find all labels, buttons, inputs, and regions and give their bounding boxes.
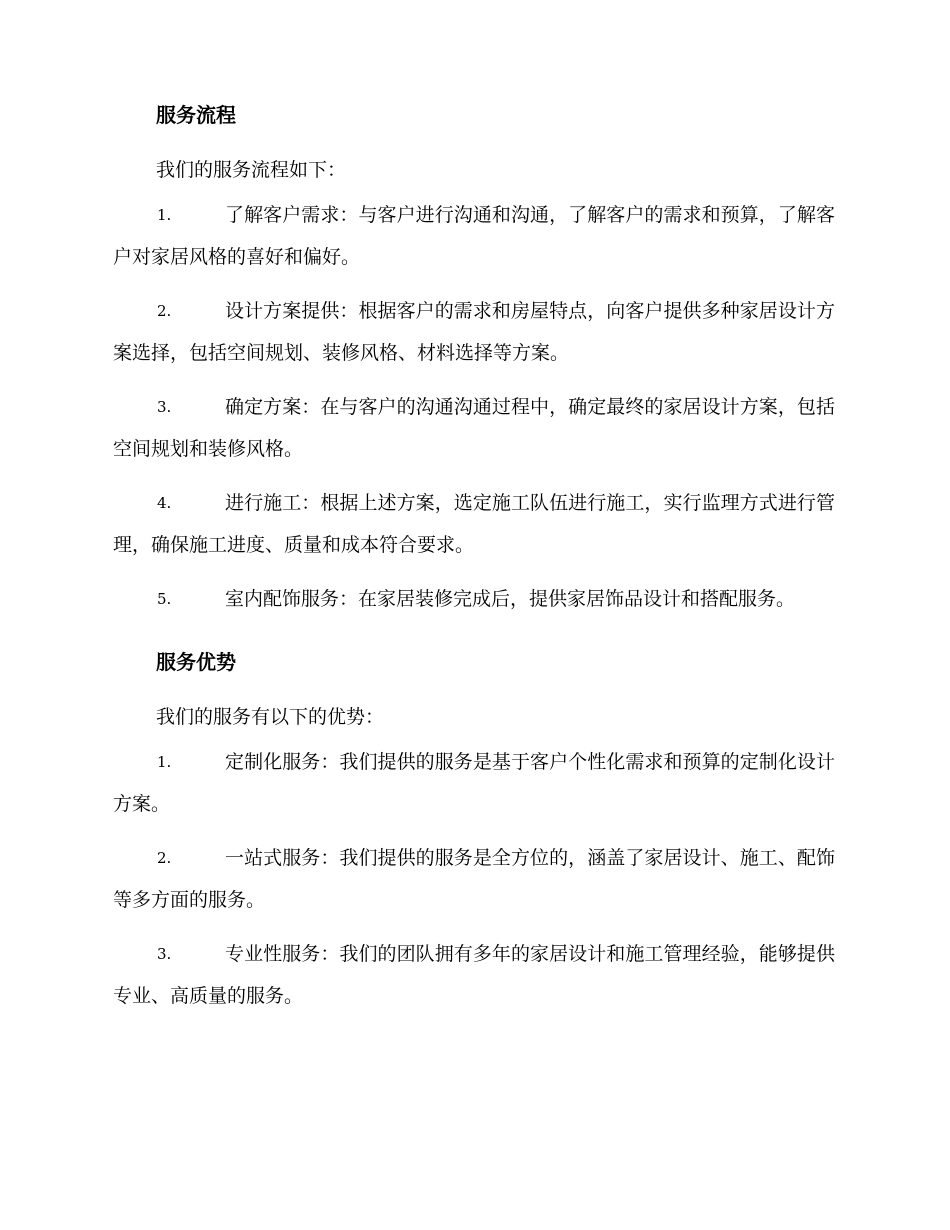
list-item-text: 专业性服务：我们的团队拥有多年的家居设计和施工管理经验，能够提供专业、高质量的服务。 xyxy=(113,943,835,1007)
process-list xyxy=(113,194,835,620)
document-page xyxy=(113,103,835,1017)
section-heading: 服务优势 xyxy=(156,650,236,674)
section-intro: 我们的服务有以下的优势： xyxy=(156,706,385,728)
section-heading: 服务流程 xyxy=(156,103,236,127)
list-item xyxy=(113,741,835,825)
list-item-number: 2. xyxy=(157,849,172,867)
list-item-text: 一站式服务：我们提供的服务是全方位的，涵盖了家居设计、施工、配饰等多方面的服务。 xyxy=(113,847,835,911)
section-service-advantages xyxy=(113,650,835,1017)
list-item xyxy=(113,837,835,921)
list-item-text: 设计方案提供：根据客户的需求和房屋特点，向客户提供多种家居设计方案选择，包括空间规划、装修风格、材料选择等方案。 xyxy=(113,300,835,364)
list-item-text: 室内配饰服务：在家居装修完成后，提供家居饰品设计和搭配服务。 xyxy=(225,588,796,610)
advantages-list xyxy=(113,741,835,1017)
section-service-process xyxy=(113,103,835,620)
list-item-number: 1. xyxy=(157,753,172,771)
list-item-text: 进行施工：根据上述方案，选定施工队伍进行施工，实行监理方式进行管理，确保施工进度、质量和成本符合要求。 xyxy=(113,492,835,556)
list-item xyxy=(113,290,835,374)
list-item xyxy=(113,386,835,470)
list-item-text: 了解客户需求：与客户进行沟通和沟通，了解客户的需求和预算，了解客户对家居风格的喜好和偏好。 xyxy=(113,204,835,268)
list-item-number: 4. xyxy=(157,494,172,512)
list-item-number: 3. xyxy=(157,398,172,416)
list-item xyxy=(113,482,835,566)
list-item xyxy=(113,933,835,1017)
list-item-number: 2. xyxy=(157,302,172,320)
list-item xyxy=(113,578,835,620)
section-intro: 我们的服务流程如下： xyxy=(156,159,347,181)
list-item-text: 定制化服务：我们提供的服务是基于客户个性化需求和预算的定制化设计方案。 xyxy=(113,751,835,815)
list-item-number: 5. xyxy=(157,590,172,608)
list-item-text: 确定方案：在与客户的沟通沟通过程中，确定最终的家居设计方案，包括空间规划和装修风格。 xyxy=(113,396,835,460)
list-item xyxy=(113,194,835,278)
list-item-number: 1. xyxy=(157,206,172,224)
list-item-number: 3. xyxy=(157,945,172,963)
